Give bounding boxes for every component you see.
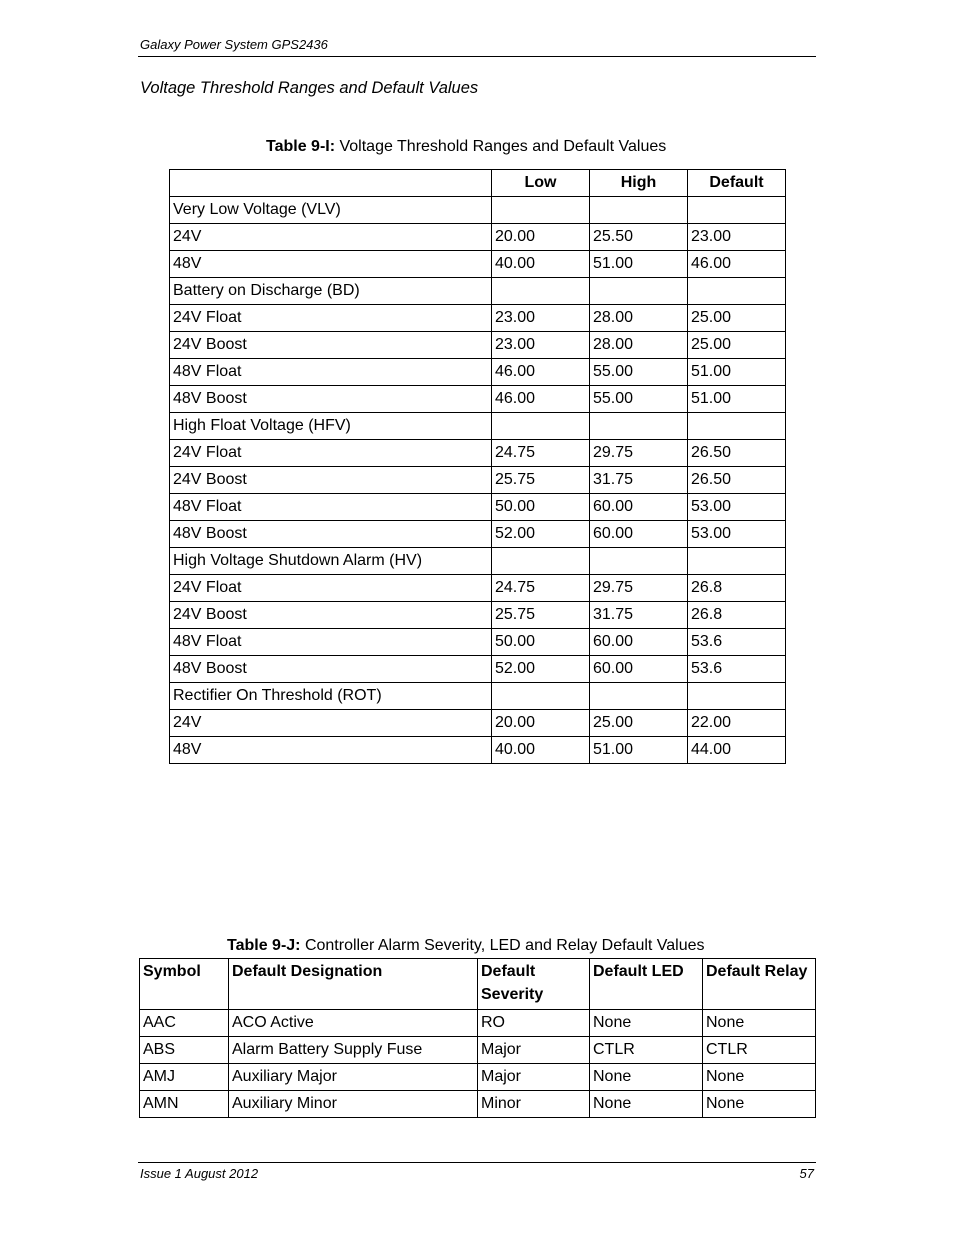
table-cell: 24V Boost xyxy=(170,602,492,629)
table-row xyxy=(170,386,786,413)
table-cell: 55.00 xyxy=(590,359,688,386)
header-rule xyxy=(138,56,816,57)
table-header-row xyxy=(140,959,816,1010)
table-cell: 24.75 xyxy=(492,440,590,467)
table-cell: 23.00 xyxy=(492,305,590,332)
table-cell: None xyxy=(703,1091,816,1118)
table-header-row xyxy=(170,170,786,197)
column-header-relay: Default Relay xyxy=(703,959,816,1010)
table-9j-caption-label: Table 9-J: xyxy=(227,937,301,954)
table-row xyxy=(170,251,786,278)
column-header-low: Low xyxy=(492,170,590,197)
table-row xyxy=(170,521,786,548)
table-cell: 48V Boost xyxy=(170,386,492,413)
table-cell: Alarm Battery Supply Fuse xyxy=(229,1037,478,1064)
column-header-designation: Default Designation xyxy=(229,959,478,1010)
footer-rule xyxy=(138,1162,816,1163)
column-header-default: Default xyxy=(688,170,786,197)
table-cell: 51.00 xyxy=(590,251,688,278)
voltage-threshold-table xyxy=(169,169,786,764)
table-cell: AMJ xyxy=(140,1064,229,1091)
table-cell: 40.00 xyxy=(492,251,590,278)
table-cell: 55.00 xyxy=(590,386,688,413)
table-row xyxy=(170,629,786,656)
table-cell xyxy=(590,278,688,305)
table-cell xyxy=(590,683,688,710)
table-cell: Auxiliary Major xyxy=(229,1064,478,1091)
table-cell: 25.50 xyxy=(590,224,688,251)
column-header-led: Default LED xyxy=(590,959,703,1010)
table-cell: 60.00 xyxy=(590,521,688,548)
alarm-severity-table xyxy=(139,958,816,1118)
table-cell: None xyxy=(590,1064,703,1091)
table-cell: 60.00 xyxy=(590,656,688,683)
table-cell: 24V Boost xyxy=(170,332,492,359)
table-cell xyxy=(688,548,786,575)
table-row xyxy=(170,197,786,224)
table-row xyxy=(170,224,786,251)
table-row xyxy=(170,602,786,629)
table-cell: 29.75 xyxy=(590,575,688,602)
table-9i-caption xyxy=(266,138,666,156)
table-cell: High Voltage Shutdown Alarm (HV) xyxy=(170,548,492,575)
table-cell: 24V xyxy=(170,710,492,737)
table-cell: Major xyxy=(478,1064,590,1091)
table-cell xyxy=(590,548,688,575)
table-cell: 24V Float xyxy=(170,575,492,602)
table-cell: 48V xyxy=(170,251,492,278)
table-cell: 53.6 xyxy=(688,629,786,656)
table-cell: 24V Float xyxy=(170,440,492,467)
table-cell xyxy=(492,278,590,305)
table-row xyxy=(170,575,786,602)
table-cell xyxy=(492,683,590,710)
table-cell: Minor xyxy=(478,1091,590,1118)
table-cell: 48V Boost xyxy=(170,656,492,683)
column-header-severity: Default Severity xyxy=(478,959,590,1010)
table-cell: 53.00 xyxy=(688,521,786,548)
table-cell: 23.00 xyxy=(492,332,590,359)
table-cell: 52.00 xyxy=(492,521,590,548)
table-cell: 50.00 xyxy=(492,494,590,521)
column-header-high: High xyxy=(590,170,688,197)
table-cell xyxy=(688,683,786,710)
table-cell: 22.00 xyxy=(688,710,786,737)
table-cell: 52.00 xyxy=(492,656,590,683)
table-cell: 25.75 xyxy=(492,602,590,629)
table-cell xyxy=(590,197,688,224)
table-cell: None xyxy=(703,1010,816,1037)
table-cell: Rectifier On Threshold (ROT) xyxy=(170,683,492,710)
table-cell: 48V Float xyxy=(170,494,492,521)
table-cell: 31.75 xyxy=(590,602,688,629)
table-row xyxy=(170,683,786,710)
table-cell: 24V Boost xyxy=(170,467,492,494)
table-row xyxy=(170,710,786,737)
table-9i-caption-text: Voltage Threshold Ranges and Default Values xyxy=(335,138,667,155)
table-cell: 60.00 xyxy=(590,629,688,656)
table-cell: AAC xyxy=(140,1010,229,1037)
table-row xyxy=(170,467,786,494)
table-cell: 25.00 xyxy=(688,305,786,332)
section-title: Voltage Threshold Ranges and Default Values xyxy=(140,79,479,97)
table-cell: 26.50 xyxy=(688,440,786,467)
table-cell xyxy=(492,548,590,575)
table-cell: 24V xyxy=(170,224,492,251)
table-9j-caption-text: Controller Alarm Severity, LED and Relay Default Values xyxy=(300,937,705,954)
table-9j-caption xyxy=(227,937,705,955)
table-cell: 24V Float xyxy=(170,305,492,332)
column-header-symbol: Symbol xyxy=(140,959,229,1010)
table-row xyxy=(170,332,786,359)
table-row xyxy=(170,737,786,764)
table-cell: 28.00 xyxy=(590,332,688,359)
table-cell: 48V xyxy=(170,737,492,764)
table-cell xyxy=(492,413,590,440)
table-cell: 53.6 xyxy=(688,656,786,683)
table-9i-caption-label: Table 9-I: xyxy=(266,138,336,155)
page-number: 57 xyxy=(799,1166,814,1181)
table-cell: 48V Boost xyxy=(170,521,492,548)
table-cell: 29.75 xyxy=(590,440,688,467)
table-cell: CTLR xyxy=(703,1037,816,1064)
table-cell: ABS xyxy=(140,1037,229,1064)
footer-issue-date: Issue 1 August 2012 xyxy=(140,1166,259,1181)
table-cell: None xyxy=(590,1010,703,1037)
table-cell: 25.00 xyxy=(590,710,688,737)
table-row xyxy=(140,1091,816,1118)
table-cell xyxy=(688,197,786,224)
table-row xyxy=(170,656,786,683)
table-cell: 51.00 xyxy=(688,386,786,413)
table-row xyxy=(170,548,786,575)
column-header xyxy=(170,170,492,197)
table-cell xyxy=(688,278,786,305)
table-cell: High Float Voltage (HFV) xyxy=(170,413,492,440)
table-cell: Battery on Discharge (BD) xyxy=(170,278,492,305)
table-row xyxy=(170,278,786,305)
table-cell: 44.00 xyxy=(688,737,786,764)
table-cell: 60.00 xyxy=(590,494,688,521)
table-cell: 50.00 xyxy=(492,629,590,656)
table-cell: 48V Float xyxy=(170,629,492,656)
table-cell: Very Low Voltage (VLV) xyxy=(170,197,492,224)
table-cell: 23.00 xyxy=(688,224,786,251)
table-cell: None xyxy=(590,1091,703,1118)
table-cell: 46.00 xyxy=(492,386,590,413)
table-cell: 26.8 xyxy=(688,575,786,602)
table-row xyxy=(170,413,786,440)
table-cell: 25.75 xyxy=(492,467,590,494)
table-row xyxy=(140,1037,816,1064)
table-cell: 20.00 xyxy=(492,710,590,737)
table-cell: 53.00 xyxy=(688,494,786,521)
table-cell: 46.00 xyxy=(492,359,590,386)
table-cell: Auxiliary Minor xyxy=(229,1091,478,1118)
table-row xyxy=(170,305,786,332)
table-cell: Major xyxy=(478,1037,590,1064)
table-cell: 24.75 xyxy=(492,575,590,602)
table-cell xyxy=(688,413,786,440)
table-cell: 48V Float xyxy=(170,359,492,386)
table-cell: 26.50 xyxy=(688,467,786,494)
table-cell: 26.8 xyxy=(688,602,786,629)
table-row xyxy=(170,359,786,386)
table-cell: 28.00 xyxy=(590,305,688,332)
table-row xyxy=(140,1064,816,1091)
table-row xyxy=(140,1010,816,1037)
table-cell: RO xyxy=(478,1010,590,1037)
table-cell: AMN xyxy=(140,1091,229,1118)
table-cell: 46.00 xyxy=(688,251,786,278)
table-cell: ACO Active xyxy=(229,1010,478,1037)
table-cell: CTLR xyxy=(590,1037,703,1064)
table-cell: 31.75 xyxy=(590,467,688,494)
running-header: Galaxy Power System GPS2436 xyxy=(140,37,328,52)
table-cell xyxy=(492,197,590,224)
table-cell: 51.00 xyxy=(590,737,688,764)
table-cell xyxy=(590,413,688,440)
table-cell: None xyxy=(703,1064,816,1091)
table-cell: 20.00 xyxy=(492,224,590,251)
table-row xyxy=(170,440,786,467)
table-row xyxy=(170,494,786,521)
table-cell: 51.00 xyxy=(688,359,786,386)
table-cell: 25.00 xyxy=(688,332,786,359)
table-cell: 40.00 xyxy=(492,737,590,764)
